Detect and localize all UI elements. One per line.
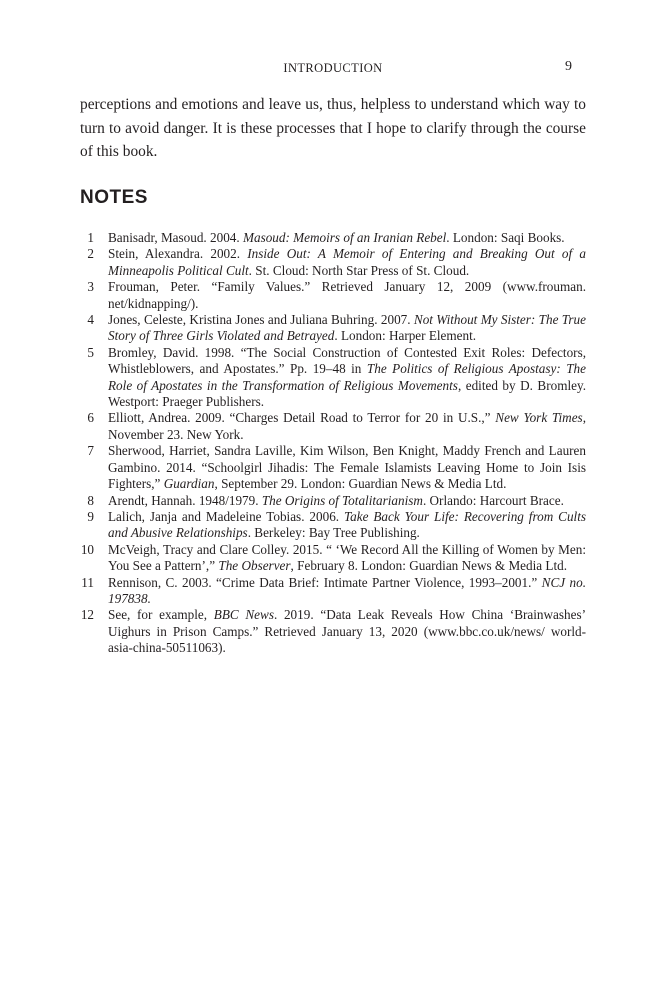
note-text: Bromley, David. 1998. “The Social Construction of Contested Exit Roles: Defectors, Whistleblowers, and Apostates.” Pp. 19–48 in	[108, 344, 586, 377]
note-title: Masoud: Memoirs of an Iranian Rebel	[243, 230, 447, 245]
note-6	[80, 410, 586, 443]
note-text: Stein, Alexandra. 2002.	[108, 246, 248, 262]
note-title: NCJ no. 197838.	[108, 574, 586, 606]
note-11	[80, 575, 586, 608]
note-2	[80, 246, 586, 279]
note-9	[80, 509, 586, 542]
note-number: 9	[87, 508, 94, 524]
note-number: 10	[80, 541, 94, 557]
note-number: 3	[87, 279, 94, 295]
note-text-end: , November 23. New York.	[108, 410, 586, 442]
note-4	[80, 312, 586, 345]
note-text-end: . Berkeley: Bay Tree Publishing.	[247, 525, 420, 541]
note-number: 12	[80, 607, 94, 623]
note-number: 8	[87, 492, 94, 508]
note-title: The Observer	[218, 558, 291, 574]
note-title: Not Without My Sister: The True Story of Three Girls Violated and Betrayed	[108, 312, 586, 344]
note-title: Inside Out: A Memoir of Entering and Breaking Out of a Minneapolis Political Cult	[108, 246, 586, 278]
note-text-end: , February 8. London: Guardian News & Media Ltd.	[290, 558, 568, 574]
notes-heading: NOTES	[80, 187, 148, 208]
note-title: Take Back Your Life: Recovering from Cults and Abusive Relationships	[108, 508, 586, 541]
note-12	[80, 607, 586, 656]
note-text: Rennison, C. 2003. “Crime Data Brief: Intimate Partner Violence, 1993–2001.”	[108, 574, 542, 590]
note-text: Jones, Celeste, Kristina Jones and Juliana Buhring. 2007.	[108, 312, 414, 328]
note-number: 4	[87, 312, 94, 328]
page-number: 9	[565, 59, 572, 74]
note-number: 5	[87, 344, 94, 360]
note-text: Lalich, Janja and Madeleine Tobias. 2006.	[108, 508, 345, 524]
note-7	[80, 443, 586, 492]
note-title: The Origins of Totalitarianism	[261, 492, 423, 508]
note-text: Sherwood, Harriet, Sandra Laville, Kim Wilson, Ben Knight, Maddy French and Lauren Gambino. 2014. “Schoolgirl Jihadis: The Female Islamists Leaving Home to Join Isis Fighters,”	[108, 443, 586, 492]
note-1	[80, 230, 586, 246]
note-text-end: . London: Harper Element.	[334, 328, 477, 344]
note-3	[80, 279, 586, 312]
running-head	[0, 58, 666, 78]
note-text: Frouman, Peter. “Family Values.” Retrieved January 12, 2009 (www.frouman. net/kidnapping/).	[108, 279, 586, 311]
note-text-end: , September 29. London: Guardian News & Media Ltd.	[214, 476, 507, 492]
note-text: Elliott, Andrea. 2009. “Charges Detail Road to Terror for 20 in U.S.,”	[108, 410, 496, 426]
note-number: 11	[81, 574, 94, 590]
body-paragraph: perceptions and emotions and leave us, thus, helpless to understand which way to turn to avoid danger. It is these processes that I hope to clarify through the course of this book.	[80, 96, 586, 160]
note-title: The Politics of Religious Apostasy: The Role of Apostates in the Transformation of Religious Movements	[108, 361, 586, 393]
note-text: McVeigh, Tracy and Clare Colley. 2015. “ ‘We Record All the Killing of Women by Men: You See a Pattern’,”	[108, 541, 586, 574]
running-title: INTRODUCTION	[283, 61, 383, 75]
notes-list	[80, 230, 586, 657]
note-title: Guardian	[163, 476, 215, 492]
note-number: 6	[87, 410, 94, 426]
note-10	[80, 542, 586, 575]
note-number: 2	[87, 246, 94, 262]
note-number: 1	[87, 230, 94, 245]
note-text-end: , edited by D. Bromley. Westport: Praeger Publishers.	[108, 377, 586, 410]
note-text-end: . London: Saqi Books.	[446, 230, 565, 245]
note-title: BBC News	[213, 607, 274, 623]
note-5	[80, 345, 586, 411]
note-text-end: . Orlando: Harcourt Brace.	[422, 492, 564, 508]
note-text-end: . St. Cloud: North Star Press of St. Cloud.	[248, 262, 470, 278]
note-number: 7	[87, 443, 94, 459]
note-text: See, for example,	[108, 607, 214, 623]
note-text: Arendt, Hannah. 1948/1979.	[108, 492, 262, 508]
note-8	[80, 493, 586, 509]
note-text: Banisadr, Masoud. 2004.	[108, 230, 243, 245]
note-text-end: . 2019. “Data Leak Reveals How China ‘Brainwashes’ Uighurs in Prison Camps.” Retrieved January 13, 2020 (www.bbc.co.uk/news/ world-asia-china-50511063).	[108, 607, 586, 656]
note-title: New York Times	[495, 410, 583, 426]
